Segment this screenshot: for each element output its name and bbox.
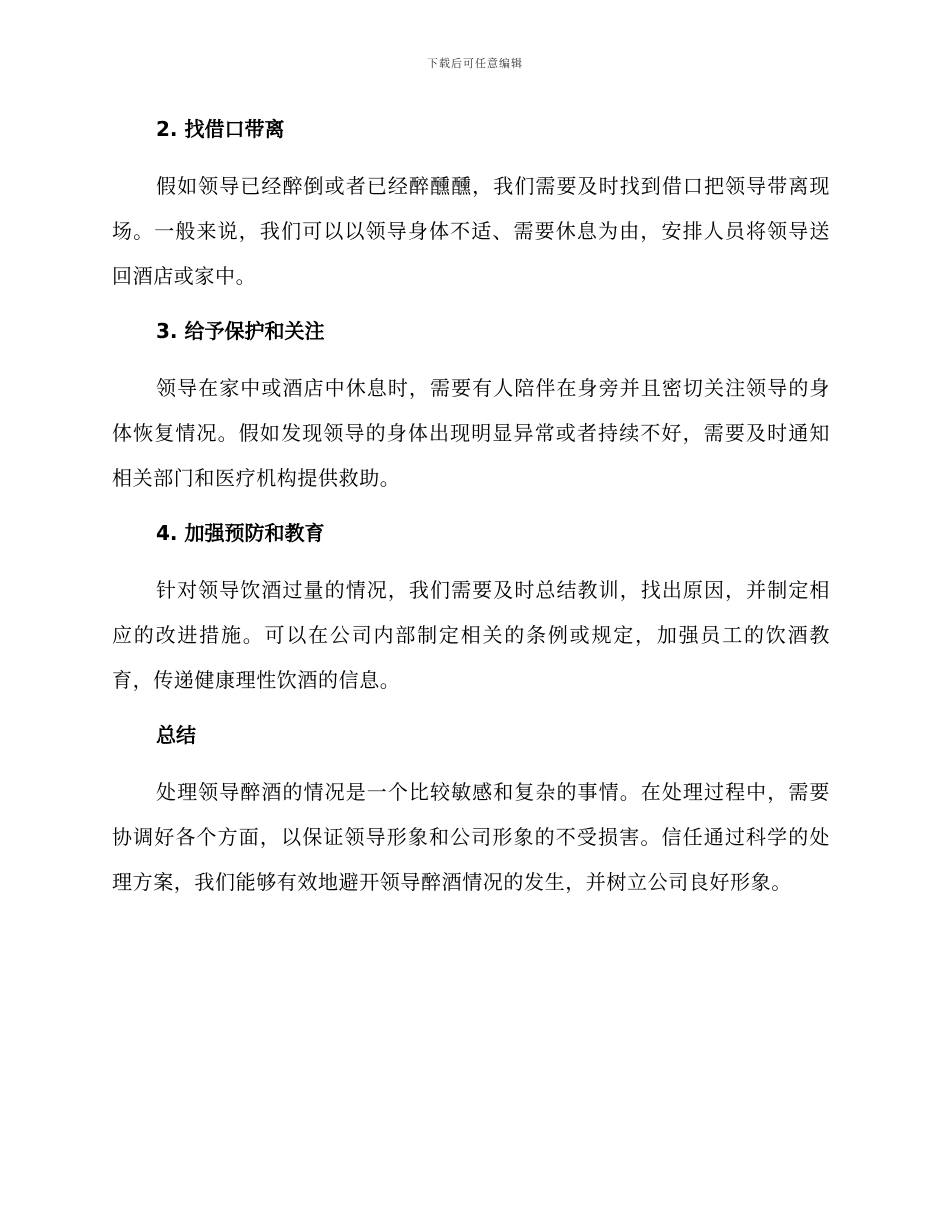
section-2 xyxy=(112,110,830,299)
document-body xyxy=(112,110,830,918)
section-4 xyxy=(112,514,830,703)
section-heading: 总结 xyxy=(156,723,196,747)
section-heading: 4. 加强预防和教育 xyxy=(156,521,325,545)
section-paragraph: 针对领导饮酒过量的情况，我们需要及时总结教训，找出原因，并制定相应的改进措施。可以在公司内部制定相关的条例或规定，加强员工的饮酒教育，传递健康理性饮酒的信息。 xyxy=(112,578,830,692)
section-paragraph: 假如领导已经醉倒或者已经醉醺醺，我们需要及时找到借口把领导带离现场。一般来说，我们可以以领导身体不适、需要休息为由，安排人员将领导送回酒店或家中。 xyxy=(112,174,830,288)
section-paragraph: 领导在家中或酒店中休息时，需要有人陪伴在身旁并且密切关注领导的身体恢复情况。假如发现领导的身体出现明显异常或者持续不好，需要及时通知相关部门和医疗机构提供救助。 xyxy=(112,376,830,490)
section-summary xyxy=(112,716,830,905)
section-heading: 2. 找借口带离 xyxy=(156,117,285,141)
section-3 xyxy=(112,312,830,501)
page-header-note: 下载后可任意编辑 xyxy=(427,57,523,70)
section-paragraph: 处理领导醉酒的情况是一个比较敏感和复杂的事情。在处理过程中，需要协调好各个方面，以保证领导形象和公司形象的不受损害。信任通过科学的处理方案，我们能够有效地避开领导醉酒情况的发生，并树立公司良好形象。 xyxy=(112,780,830,894)
section-heading: 3. 给予保护和关注 xyxy=(156,319,325,343)
